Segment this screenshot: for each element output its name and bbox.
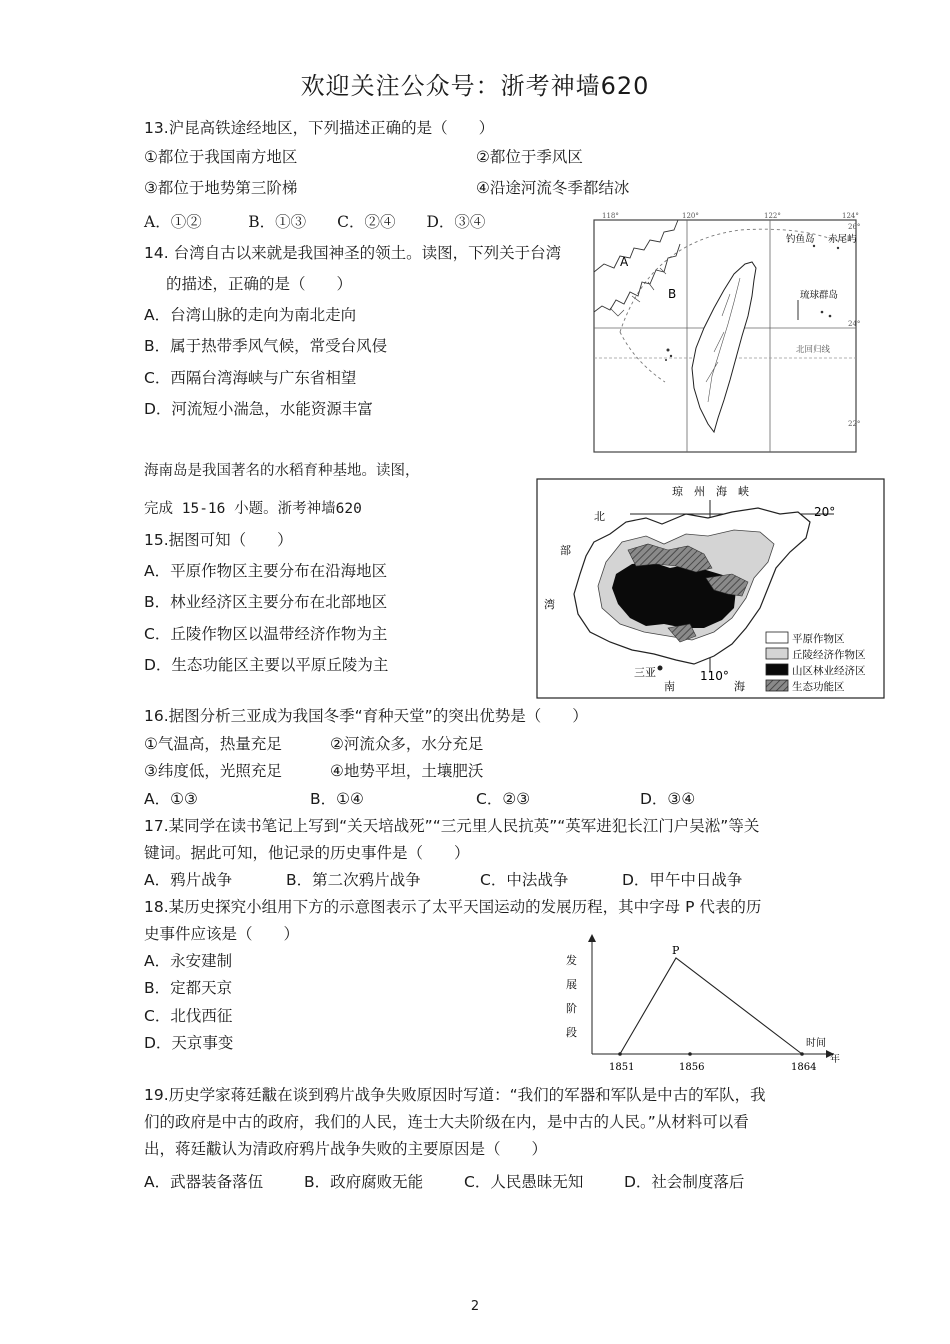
diaoyu-label: 钓鱼岛: [786, 234, 815, 245]
lat-26: 26°: [848, 223, 861, 231]
q14-option-b: B．属于热带季风气候，常受台风侵: [144, 337, 388, 355]
q16-option-a: A．①③: [144, 790, 198, 808]
strait-label: 琼 州 海 峡: [672, 485, 749, 498]
legend-plain: 平原作物区: [792, 633, 845, 645]
q14-option-c: C．西隔台湾海峡与广东省相望: [144, 369, 357, 387]
q18-option-c: C．北伐西征: [144, 1007, 233, 1025]
legend-ecological: 生态功能区: [792, 681, 845, 693]
development-line: [620, 958, 802, 1054]
q17-option-a: A．鸦片战争: [144, 871, 233, 889]
lon-110-label: 110°: [700, 669, 729, 683]
q19-stem-line3: 出，蒋廷黻认为清政府鸦片战争失败的主要原因是（ ）: [144, 1140, 548, 1158]
intro-line2: 完成 15-16 小题。浙考神墙620: [144, 501, 362, 517]
q13-statement-4: ④沿途河流冬季都结冰: [476, 179, 630, 197]
x-tick-label: 1851: [609, 1062, 635, 1073]
ryukyu-label: 琉球群岛: [800, 290, 839, 301]
q16-statement-4: ④地势平坦，土壤肥沃: [330, 762, 484, 780]
gulf-label-1: 北: [594, 510, 605, 523]
intro-line1: 海南岛是我国著名的水稻育种基地。读图，: [144, 463, 420, 479]
q13-choices: A．①② B．①③ C．②④ D．③④: [144, 213, 486, 231]
q19-option-c: C．人民愚昧无知: [464, 1173, 584, 1191]
y-axis-label-char: 发: [566, 954, 577, 967]
lat-22: 22°: [848, 420, 861, 428]
q13-statement-3: ③都位于地势第三阶梯: [144, 179, 298, 197]
y-axis-label: [566, 953, 577, 1039]
q19-stem-line2: 们的政府是中古的政府，我们的人民，连士大夫阶级在内，是中古的人民。”从材料可以看: [144, 1113, 749, 1131]
q15-option-c: C．丘陵作物区以温带经济作物为主: [144, 625, 388, 643]
q14-option-a: A．台湾山脉的走向为南北走向: [144, 306, 357, 324]
sea-label-1: 南: [664, 680, 675, 693]
q15-stem: 15.据图可知（ ）: [144, 531, 293, 549]
q16-statement-3: ③纬度低，光照充足: [144, 762, 282, 780]
q14-stem-line1: 14. 台湾自古以来就是我国神圣的领土。读图，下列关于台湾: [144, 244, 562, 262]
page-header: 欢迎关注公众号：浙考神墙620: [300, 72, 650, 100]
q17-stem-line2: 键词。据此可知，他记录的历史事件是（ ）: [144, 844, 470, 862]
q17-option-c: C．中法战争: [480, 871, 569, 889]
legend-forest: 山区林业经济区: [792, 665, 866, 677]
q16-option-c: C．②③: [476, 790, 531, 808]
q17-option-d: D．甲午中日战争: [622, 871, 743, 889]
chiwei-label: 赤尾屿: [828, 234, 857, 245]
q14-stem-line2: 的描述，正确的是（ ）: [166, 275, 353, 293]
x-tick-mark: [618, 1052, 622, 1056]
legend-hill: 丘陵经济作物区: [792, 649, 866, 661]
q13-statement-2: ②都位于季风区: [476, 148, 583, 166]
gulf-label-3: 湾: [544, 598, 555, 611]
lon-122: 122°: [764, 212, 781, 220]
q19-option-d: D．社会制度落后: [624, 1173, 745, 1191]
q15-option-a: A．平原作物区主要分布在沿海地区: [144, 562, 388, 580]
q17-option-b: B．第二次鸦片战争: [286, 871, 421, 889]
sanya-label: 三亚: [634, 666, 656, 679]
q15-option-d: D．生态功能区主要以平原丘陵为主: [144, 656, 389, 674]
x-tick-label: 1856: [679, 1062, 705, 1073]
q18-stem-line1: 18.某历史探究小组用下方的示意图表示了太平天国运动的发展历程，其中字母 P 代表的历: [144, 898, 762, 916]
x-tick-mark: [688, 1052, 692, 1056]
q18-option-d: D．天京事变: [144, 1034, 234, 1052]
taiping-chart: [560, 930, 850, 1080]
q13-stem: 13.沪昆高铁途经地区，下列描述正确的是（ ）: [144, 119, 495, 137]
y-axis-label-char: 阶: [566, 1002, 577, 1015]
taiwan-map: [590, 212, 862, 456]
q14-option-d: D．河流短小湍急，水能资源丰富: [144, 400, 373, 418]
x-tick-mark: [800, 1052, 804, 1056]
gulf-label-2: 部: [560, 544, 571, 557]
lat-20-label: 20°: [814, 505, 836, 519]
x-tick-label: 1864: [791, 1062, 817, 1073]
q15-option-b: B．林业经济区主要分布在北部地区: [144, 593, 388, 611]
q16-statement-2: ②河流众多，水分充足: [330, 735, 484, 753]
y-axis-label-char: 展: [566, 978, 577, 991]
q18-stem-line2: 史事件应该是（ ）: [144, 925, 300, 943]
lon-118: 118°: [602, 212, 619, 220]
hainan-map: [536, 478, 886, 700]
lon-120: 120°: [682, 212, 699, 220]
q16-statement-1: ①气温高，热量充足: [144, 735, 282, 753]
map-label-b: B: [668, 287, 677, 301]
q19-stem-line1: 19.历史学家蒋廷黻在谈到鸦片战争失败原因时写道：“我们的军器和军队是中古的军队，我: [144, 1086, 766, 1104]
q16-option-b: B．①④: [310, 790, 364, 808]
x-axis-label: 时间: [806, 1038, 826, 1049]
q16-option-d: D．③④: [640, 790, 696, 808]
x-axis-unit: 年: [830, 1054, 840, 1065]
q16-stem: 16.据图分析三亚成为我国冬季“育种天堂”的突出优势是（ ）: [144, 707, 588, 725]
y-axis-label-char: 段: [566, 1026, 577, 1039]
tropic-label: 北回归线: [796, 345, 831, 355]
q19-option-b: B．政府腐败无能: [304, 1173, 424, 1191]
map-label-a: A: [620, 255, 629, 269]
page-number: 2: [470, 1299, 480, 1314]
q13-statement-1: ①都位于我国南方地区: [144, 148, 298, 166]
peak-label: P: [672, 944, 680, 957]
q18-option-a: A．永安建制: [144, 952, 233, 970]
q18-option-b: B．定都天京: [144, 979, 233, 997]
sea-label-2: 海: [734, 680, 745, 693]
lat-24: 24°: [848, 320, 861, 328]
lon-124: 124°: [842, 212, 859, 220]
q19-option-a: A．武器装备落伍: [144, 1173, 264, 1191]
q17-stem-line1: 17.某同学在读书笔记上写到“关天培战死”“三元里人民抗英”“英军进犯长江门户吴淞”等关: [144, 817, 760, 835]
